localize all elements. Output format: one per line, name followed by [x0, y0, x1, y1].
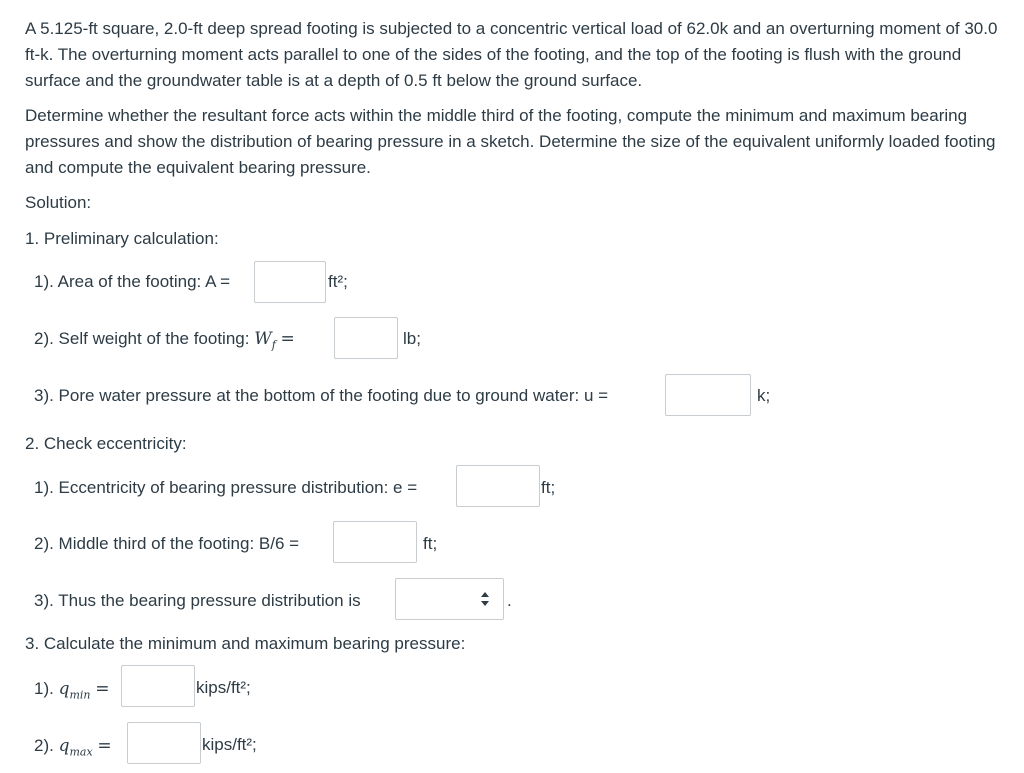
self-weight-unit: lb;	[403, 329, 421, 348]
middle-third-label: 2). Middle third of the footing: B/6 =	[34, 534, 300, 553]
pore-pressure-unit: k;	[757, 386, 771, 405]
section-1-title: 1. Preliminary calculation:	[25, 229, 219, 248]
eccentricity-input[interactable]	[456, 465, 540, 507]
qmax-label	[34, 734, 112, 764]
qmax-symbol: $q_{max}$	[58, 736, 93, 759]
pore-pressure-input[interactable]	[665, 374, 751, 416]
qmin-input[interactable]	[121, 665, 195, 707]
self-weight-input[interactable]	[334, 317, 398, 359]
self-weight-equals: =	[280, 329, 295, 349]
eccentricity-label: 1). Eccentricity of bearing pressure distribution: e =	[34, 478, 418, 497]
middle-third-unit: ft;	[423, 534, 438, 553]
section-3-title: 3. Calculate the minimum and maximum bearing pressure:	[25, 634, 466, 653]
distribution-end: .	[507, 591, 512, 610]
qmin-label	[34, 677, 110, 707]
area-input[interactable]	[254, 261, 326, 303]
qmin-symbol: $q_{min}$	[58, 679, 91, 702]
qmax-prefix: 2).	[34, 736, 54, 755]
area-label: 1). Area of the footing: A =	[34, 272, 231, 291]
qmax-unit: kips/ft²;	[202, 735, 257, 754]
qmin-prefix: 1).	[34, 679, 54, 698]
self-weight-symbol: $W_f$	[254, 329, 276, 352]
problem-paragraph-1: A 5.125-ft square, 2.0-ft deep spread footing is subjected to a concentric vertical load of 62.0k and an overturning moment of 30.0 ft-k. The overturning moment acts parallel to one of the sides of the footing, and the top of the footing is flush with the ground surface and the groundwater table is at a depth of 0.5 ft below the ground surface.	[25, 19, 998, 90]
self-weight-text: 2). Self weight of the footing:	[34, 329, 250, 348]
self-weight-label	[34, 327, 295, 357]
eccentricity-unit: ft;	[541, 478, 556, 497]
problem-paragraph-2: Determine whether the resultant force acts within the middle third of the footing, compute the minimum and maximum bearing pressures and show the distribution of bearing pressure in a sketch. Determine the size of the equivalent uniformly loaded footing and compute the equivalent bearing pressure.	[25, 106, 996, 177]
qmax-equals: =	[97, 736, 112, 756]
qmin-equals: =	[95, 679, 110, 699]
pore-pressure-label: 3). Pore water pressure at the bottom of the footing due to ground water: u =	[34, 386, 609, 405]
middle-third-input[interactable]	[333, 521, 417, 563]
distribution-select[interactable]	[395, 578, 504, 620]
qmax-input[interactable]	[127, 722, 201, 764]
select-arrows-icon	[481, 591, 489, 607]
distribution-label: 3). Thus the bearing pressure distribution is	[34, 591, 361, 610]
qmin-unit: kips/ft²;	[196, 678, 251, 697]
section-2-title: 2. Check eccentricity:	[25, 434, 187, 453]
solution-label: Solution:	[25, 193, 92, 212]
area-unit: ft²;	[328, 272, 348, 291]
